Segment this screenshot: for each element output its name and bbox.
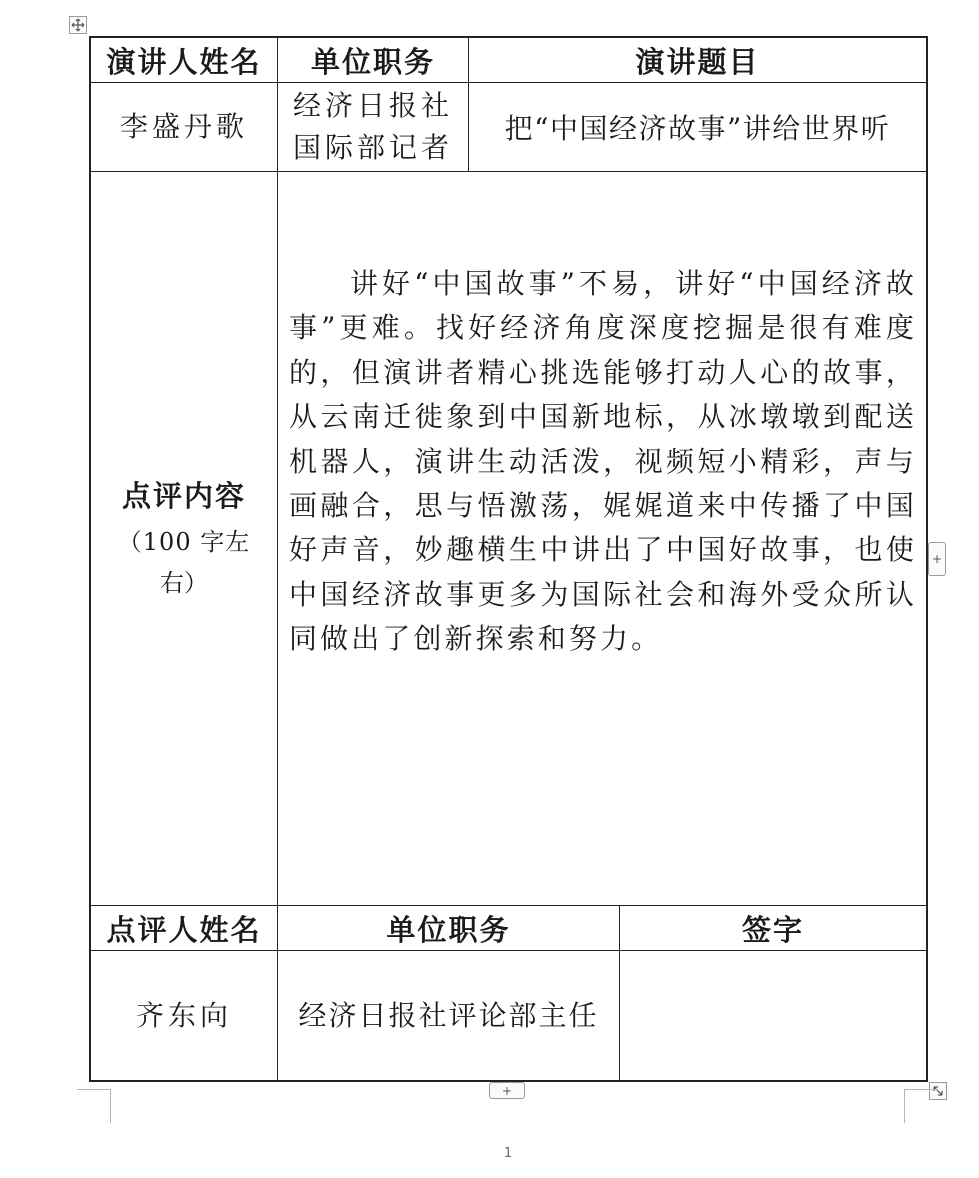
- speaker-name: 李盛丹歌: [119, 110, 248, 143]
- plus-icon: +: [931, 552, 943, 566]
- header-unit-position: 单位职务: [310, 44, 435, 79]
- add-column-button[interactable]: [928, 542, 946, 576]
- move-arrows-icon: [71, 18, 85, 32]
- plus-icon: +: [501, 1083, 513, 1098]
- diagonal-resize-icon: [932, 1085, 944, 1097]
- page-number: 1: [503, 1146, 513, 1161]
- speaker-position: [278, 83, 468, 171]
- header-speech-title: 演讲题目: [635, 44, 760, 79]
- speech-title: 把“中国经济故事”讲给世界听: [504, 112, 891, 145]
- table-move-handle[interactable]: [69, 16, 87, 34]
- comment-hint-line1: （100 字左: [117, 528, 251, 556]
- reviewer-name: 齐东向: [135, 998, 232, 1032]
- comment-text-cell[interactable]: [289, 262, 917, 662]
- add-row-button[interactable]: [489, 1082, 525, 1099]
- header-signature: 签字: [741, 912, 804, 947]
- comment-label: 点评内容: [121, 479, 246, 513]
- reviewer-position: 经济日报社评论部主任: [298, 998, 599, 1032]
- table-resize-handle[interactable]: [929, 1082, 947, 1100]
- comment-label-cell: [91, 172, 277, 905]
- header-reviewer-name: 点评人姓名: [106, 912, 262, 947]
- header-reviewer-position: 单位职务: [386, 912, 511, 947]
- header-speaker-name: 演讲人姓名: [106, 44, 262, 79]
- comment-text: 讲好“中国故事”不易，讲好“中国经济故事”更难。找好经济角度深度挖掘是很有难度的，但演讲者精心挑选能够打动人心的故事，从云南迁徙象到中国新地标，从冰墩墩到配送机器人，演讲生动活泼，视频短小精彩，声与画融合，思与悟激荡，娓娓道来中传播了中国好声音，妙趣横生中讲出了中国好故事，也使中国经济故事更多为国际社会和海外受众所认同做出了创新探索和努力。: [289, 267, 917, 656]
- speaker-position-line2: 国际部记者: [292, 131, 453, 164]
- speaker-position-line1: 经济日报社: [292, 89, 453, 122]
- signature-cell[interactable]: [620, 951, 926, 1080]
- comment-hint-line2: 右）: [160, 569, 208, 597]
